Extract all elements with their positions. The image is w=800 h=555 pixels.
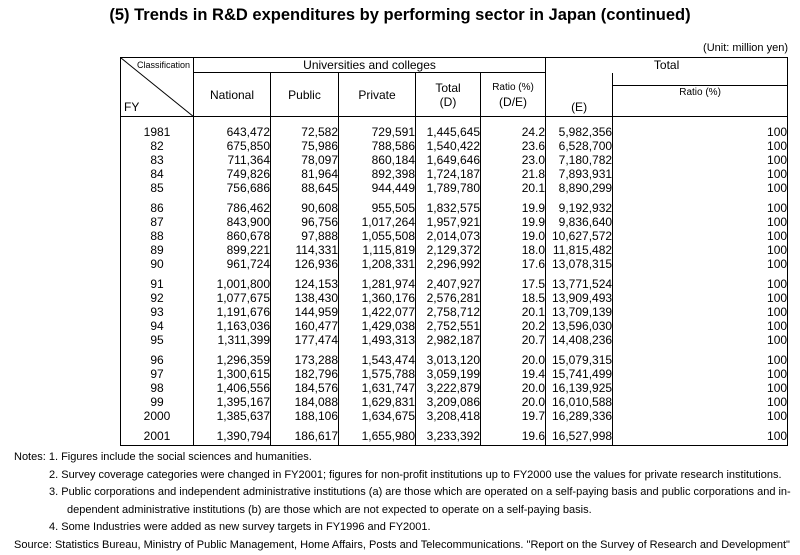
- value-cell: 75,986: [271, 139, 339, 153]
- fy-cell: 87: [121, 215, 194, 229]
- value-cell: 182,796: [271, 367, 339, 381]
- table-row: [121, 139, 788, 153]
- table-row: [121, 201, 788, 215]
- classification-label: Classification: [136, 60, 190, 70]
- value-cell: 100: [613, 215, 788, 229]
- value-cell: 961,724: [194, 257, 271, 271]
- fy-cell: 82: [121, 139, 194, 153]
- fy-cell: 96: [121, 353, 194, 367]
- note-4: 4. Some Industries were added as new survey targets in FY1996 and FY2001.: [49, 521, 431, 533]
- value-cell: 1,493,313: [339, 333, 416, 347]
- value-cell: 9,192,932: [546, 201, 613, 215]
- value-cell: 124,153: [271, 277, 339, 291]
- value-cell: 1,385,637: [194, 409, 271, 423]
- unit-label: (Unit: million yen): [703, 42, 788, 54]
- value-cell: 20.1: [481, 305, 546, 319]
- value-cell: 14,408,236: [546, 333, 613, 347]
- value-cell: 16,527,998: [546, 429, 613, 446]
- table-row: [121, 381, 788, 395]
- value-cell: 788,586: [339, 139, 416, 153]
- value-cell: 100: [613, 353, 788, 367]
- fy-cell: 86: [121, 201, 194, 215]
- page-title: (5) Trends in R&D expenditures by performing sector in Japan (continued): [109, 6, 691, 24]
- value-cell: 8,890,299: [546, 181, 613, 195]
- value-cell: 23.6: [481, 139, 546, 153]
- value-cell: 97,888: [271, 229, 339, 243]
- value-cell: 2,407,927: [416, 277, 481, 291]
- table-row: [121, 353, 788, 367]
- value-cell: 643,472: [194, 125, 271, 139]
- fy-cell: 91: [121, 277, 194, 291]
- value-cell: 13,709,139: [546, 305, 613, 319]
- value-cell: 19.9: [481, 215, 546, 229]
- table-row: [121, 243, 788, 257]
- table-row: [121, 291, 788, 305]
- value-cell: 2,758,712: [416, 305, 481, 319]
- value-cell: 1,017,264: [339, 215, 416, 229]
- value-cell: 1,115,819: [339, 243, 416, 257]
- value-cell: 729,591: [339, 125, 416, 139]
- value-cell: 17.5: [481, 277, 546, 291]
- value-cell: 184,576: [271, 381, 339, 395]
- value-cell: 1,629,831: [339, 395, 416, 409]
- table-row: [121, 167, 788, 181]
- value-cell: 100: [613, 167, 788, 181]
- value-cell: 20.0: [481, 381, 546, 395]
- value-cell: 899,221: [194, 243, 271, 257]
- value-cell: 2,129,372: [416, 243, 481, 257]
- value-cell: 72,582: [271, 125, 339, 139]
- table-row: [121, 333, 788, 347]
- value-cell: 3,013,120: [416, 353, 481, 367]
- value-cell: 138,430: [271, 291, 339, 305]
- value-cell: 786,462: [194, 201, 271, 215]
- value-cell: 2,296,992: [416, 257, 481, 271]
- fy-cell: 89: [121, 243, 194, 257]
- value-cell: 177,474: [271, 333, 339, 347]
- value-cell: 3,222,879: [416, 381, 481, 395]
- value-cell: 1,281,974: [339, 277, 416, 291]
- value-cell: 1,957,921: [416, 215, 481, 229]
- value-cell: 892,398: [339, 167, 416, 181]
- value-cell: 19.7: [481, 409, 546, 423]
- value-cell: 100: [613, 201, 788, 215]
- value-cell: 749,826: [194, 167, 271, 181]
- value-cell: 944,449: [339, 181, 416, 195]
- value-cell: 9,836,640: [546, 215, 613, 229]
- note-3a: 3. Public corporations and independent administrative institutions (a) are those which are operated on a self-paying basis and public corporations and in-: [49, 486, 791, 498]
- col-public: Public: [271, 73, 339, 117]
- fy-cell: 83: [121, 153, 194, 167]
- value-cell: 7,893,931: [546, 167, 613, 181]
- fy-cell: 94: [121, 319, 194, 333]
- value-cell: 1,055,508: [339, 229, 416, 243]
- value-cell: 860,678: [194, 229, 271, 243]
- value-cell: 1,406,556: [194, 381, 271, 395]
- group-total: Total: [546, 58, 788, 73]
- value-cell: 144,959: [271, 305, 339, 319]
- value-cell: 13,909,493: [546, 291, 613, 305]
- header-corner: [121, 58, 194, 117]
- value-cell: 100: [613, 243, 788, 257]
- value-cell: 11,815,482: [546, 243, 613, 257]
- value-cell: 81,964: [271, 167, 339, 181]
- table-row: [121, 409, 788, 423]
- value-cell: 1,724,187: [416, 167, 481, 181]
- value-cell: 2,014,073: [416, 229, 481, 243]
- value-cell: 100: [613, 409, 788, 423]
- table-row: [121, 367, 788, 381]
- value-cell: 20.2: [481, 319, 546, 333]
- value-cell: 1,631,747: [339, 381, 416, 395]
- value-cell: 114,331: [271, 243, 339, 257]
- value-cell: 18.0: [481, 243, 546, 257]
- fy-cell: 90: [121, 257, 194, 271]
- value-cell: 100: [613, 333, 788, 347]
- value-cell: 1,655,980: [339, 429, 416, 446]
- value-cell: 3,208,418: [416, 409, 481, 423]
- value-cell: 20.7: [481, 333, 546, 347]
- value-cell: 20.0: [481, 353, 546, 367]
- value-cell: 3,059,199: [416, 367, 481, 381]
- value-cell: 21.8: [481, 167, 546, 181]
- col-total-label: Total: [435, 80, 461, 95]
- value-cell: 100: [613, 429, 788, 446]
- table-row: [121, 229, 788, 243]
- value-cell: 78,097: [271, 153, 339, 167]
- value-cell: 15,079,315: [546, 353, 613, 367]
- value-cell: 100: [613, 125, 788, 139]
- table-row: [121, 181, 788, 195]
- fy-cell: 98: [121, 381, 194, 395]
- value-cell: 16,289,336: [546, 409, 613, 423]
- value-cell: 1,360,176: [339, 291, 416, 305]
- value-cell: 860,184: [339, 153, 416, 167]
- value-cell: 88,645: [271, 181, 339, 195]
- col-total-sub: (D): [439, 94, 457, 109]
- value-cell: 711,364: [194, 153, 271, 167]
- value-cell: 100: [613, 277, 788, 291]
- table-row: [121, 319, 788, 333]
- value-cell: 1,296,359: [194, 353, 271, 367]
- col-ratio-sub: (D/E): [499, 94, 528, 109]
- col-ratio2-label: Ratio (%): [679, 86, 721, 98]
- value-cell: 20.1: [481, 181, 546, 195]
- value-cell: 23.0: [481, 153, 546, 167]
- value-cell: 184,088: [271, 395, 339, 409]
- value-cell: 10,627,572: [546, 229, 613, 243]
- value-cell: 20.0: [481, 395, 546, 409]
- value-cell: 3,209,086: [416, 395, 481, 409]
- value-cell: 100: [613, 291, 788, 305]
- value-cell: 1,634,675: [339, 409, 416, 423]
- value-cell: 100: [613, 381, 788, 395]
- value-cell: 1,163,036: [194, 319, 271, 333]
- value-cell: 1,789,780: [416, 181, 481, 195]
- col-national: National: [194, 73, 271, 117]
- value-cell: 19.0: [481, 229, 546, 243]
- value-cell: 160,477: [271, 319, 339, 333]
- value-cell: 1,832,575: [416, 201, 481, 215]
- fy-cell: 84: [121, 167, 194, 181]
- table-row: [121, 277, 788, 291]
- value-cell: 17.6: [481, 257, 546, 271]
- table-row: [121, 153, 788, 167]
- value-cell: 19.6: [481, 429, 546, 446]
- value-cell: 13,078,315: [546, 257, 613, 271]
- col-total-d: [416, 73, 481, 117]
- value-cell: 1,077,675: [194, 291, 271, 305]
- value-cell: 1,445,645: [416, 125, 481, 139]
- value-cell: 1,390,794: [194, 429, 271, 446]
- value-cell: 19.4: [481, 367, 546, 381]
- value-cell: 24.2: [481, 125, 546, 139]
- col-ratio-label: Ratio (%): [492, 81, 534, 93]
- value-cell: 1,575,788: [339, 367, 416, 381]
- value-cell: 19.9: [481, 201, 546, 215]
- value-cell: 2,576,281: [416, 291, 481, 305]
- value-cell: 16,010,588: [546, 395, 613, 409]
- fy-cell: 85: [121, 181, 194, 195]
- fy-cell: 92: [121, 291, 194, 305]
- fy-cell: 2000: [121, 409, 194, 423]
- value-cell: 100: [613, 367, 788, 381]
- value-cell: 100: [613, 395, 788, 409]
- fy-cell: 95: [121, 333, 194, 347]
- value-cell: 1,191,676: [194, 305, 271, 319]
- value-cell: 15,741,499: [546, 367, 613, 381]
- value-cell: 100: [613, 181, 788, 195]
- col-ratio-de: [481, 73, 546, 117]
- value-cell: 100: [613, 319, 788, 333]
- table-row: [121, 257, 788, 271]
- rd-table: [120, 57, 788, 446]
- value-cell: 13,771,524: [546, 277, 613, 291]
- value-cell: 100: [613, 305, 788, 319]
- value-cell: 2,982,187: [416, 333, 481, 347]
- table-row: [121, 305, 788, 319]
- value-cell: 1,540,422: [416, 139, 481, 153]
- value-cell: 100: [613, 257, 788, 271]
- value-cell: 96,756: [271, 215, 339, 229]
- value-cell: 1,311,399: [194, 333, 271, 347]
- fy-cell: 2001: [121, 429, 194, 446]
- fy-cell: 93: [121, 305, 194, 319]
- value-cell: 100: [613, 139, 788, 153]
- col-e: (E): [546, 73, 613, 117]
- note-2: 2. Survey coverage categories were changed in FY2001; figures for non-profit institutions up to FY2000 use the values for private research institutions.: [49, 468, 782, 481]
- value-cell: 1,422,077: [339, 305, 416, 319]
- source-note: Source: Statistics Bureau, Ministry of Public Management, Home Affairs, Posts and Telecommunications. "Report on the Survey of Research and Development": [14, 538, 790, 551]
- value-cell: 3,233,392: [416, 429, 481, 446]
- value-cell: 90,608: [271, 201, 339, 215]
- table-body: [121, 117, 788, 446]
- value-cell: 7,180,782: [546, 153, 613, 167]
- value-cell: 100: [613, 153, 788, 167]
- value-cell: 1,543,474: [339, 353, 416, 367]
- value-cell: 173,288: [271, 353, 339, 367]
- value-cell: 1,429,038: [339, 319, 416, 333]
- col-ratio2: [613, 73, 788, 117]
- value-cell: 188,106: [271, 409, 339, 423]
- notes-section: [14, 449, 791, 554]
- value-cell: 5,982,356: [546, 125, 613, 139]
- value-cell: 126,936: [271, 257, 339, 271]
- group-universities: Universities and colleges: [194, 58, 546, 73]
- value-cell: 1,300,615: [194, 367, 271, 381]
- value-cell: 1,395,167: [194, 395, 271, 409]
- table-row: [121, 215, 788, 229]
- table-row: [121, 429, 788, 446]
- note-1: Notes: 1. Figures include the social sciences and humanities.: [14, 451, 312, 463]
- value-cell: 186,617: [271, 429, 339, 446]
- fy-cell: 88: [121, 229, 194, 243]
- fy-label: FY: [124, 100, 140, 114]
- value-cell: 18.5: [481, 291, 546, 305]
- note-3b: dependent administrative institutions (b) are those which are not expected to operate on a self-paying basis.: [67, 503, 592, 516]
- value-cell: 1,001,800: [194, 277, 271, 291]
- col-private: Private: [339, 73, 416, 117]
- fy-cell: 97: [121, 367, 194, 381]
- value-cell: 955,505: [339, 201, 416, 215]
- value-cell: 675,850: [194, 139, 271, 153]
- value-cell: 1,649,646: [416, 153, 481, 167]
- value-cell: 756,686: [194, 181, 271, 195]
- value-cell: 6,528,700: [546, 139, 613, 153]
- value-cell: 100: [613, 229, 788, 243]
- fy-cell: 99: [121, 395, 194, 409]
- value-cell: 13,596,030: [546, 319, 613, 333]
- fy-cell: 1981: [121, 125, 194, 139]
- table-row: [121, 395, 788, 409]
- value-cell: 1,208,331: [339, 257, 416, 271]
- value-cell: 843,900: [194, 215, 271, 229]
- value-cell: 2,752,551: [416, 319, 481, 333]
- value-cell: 16,139,925: [546, 381, 613, 395]
